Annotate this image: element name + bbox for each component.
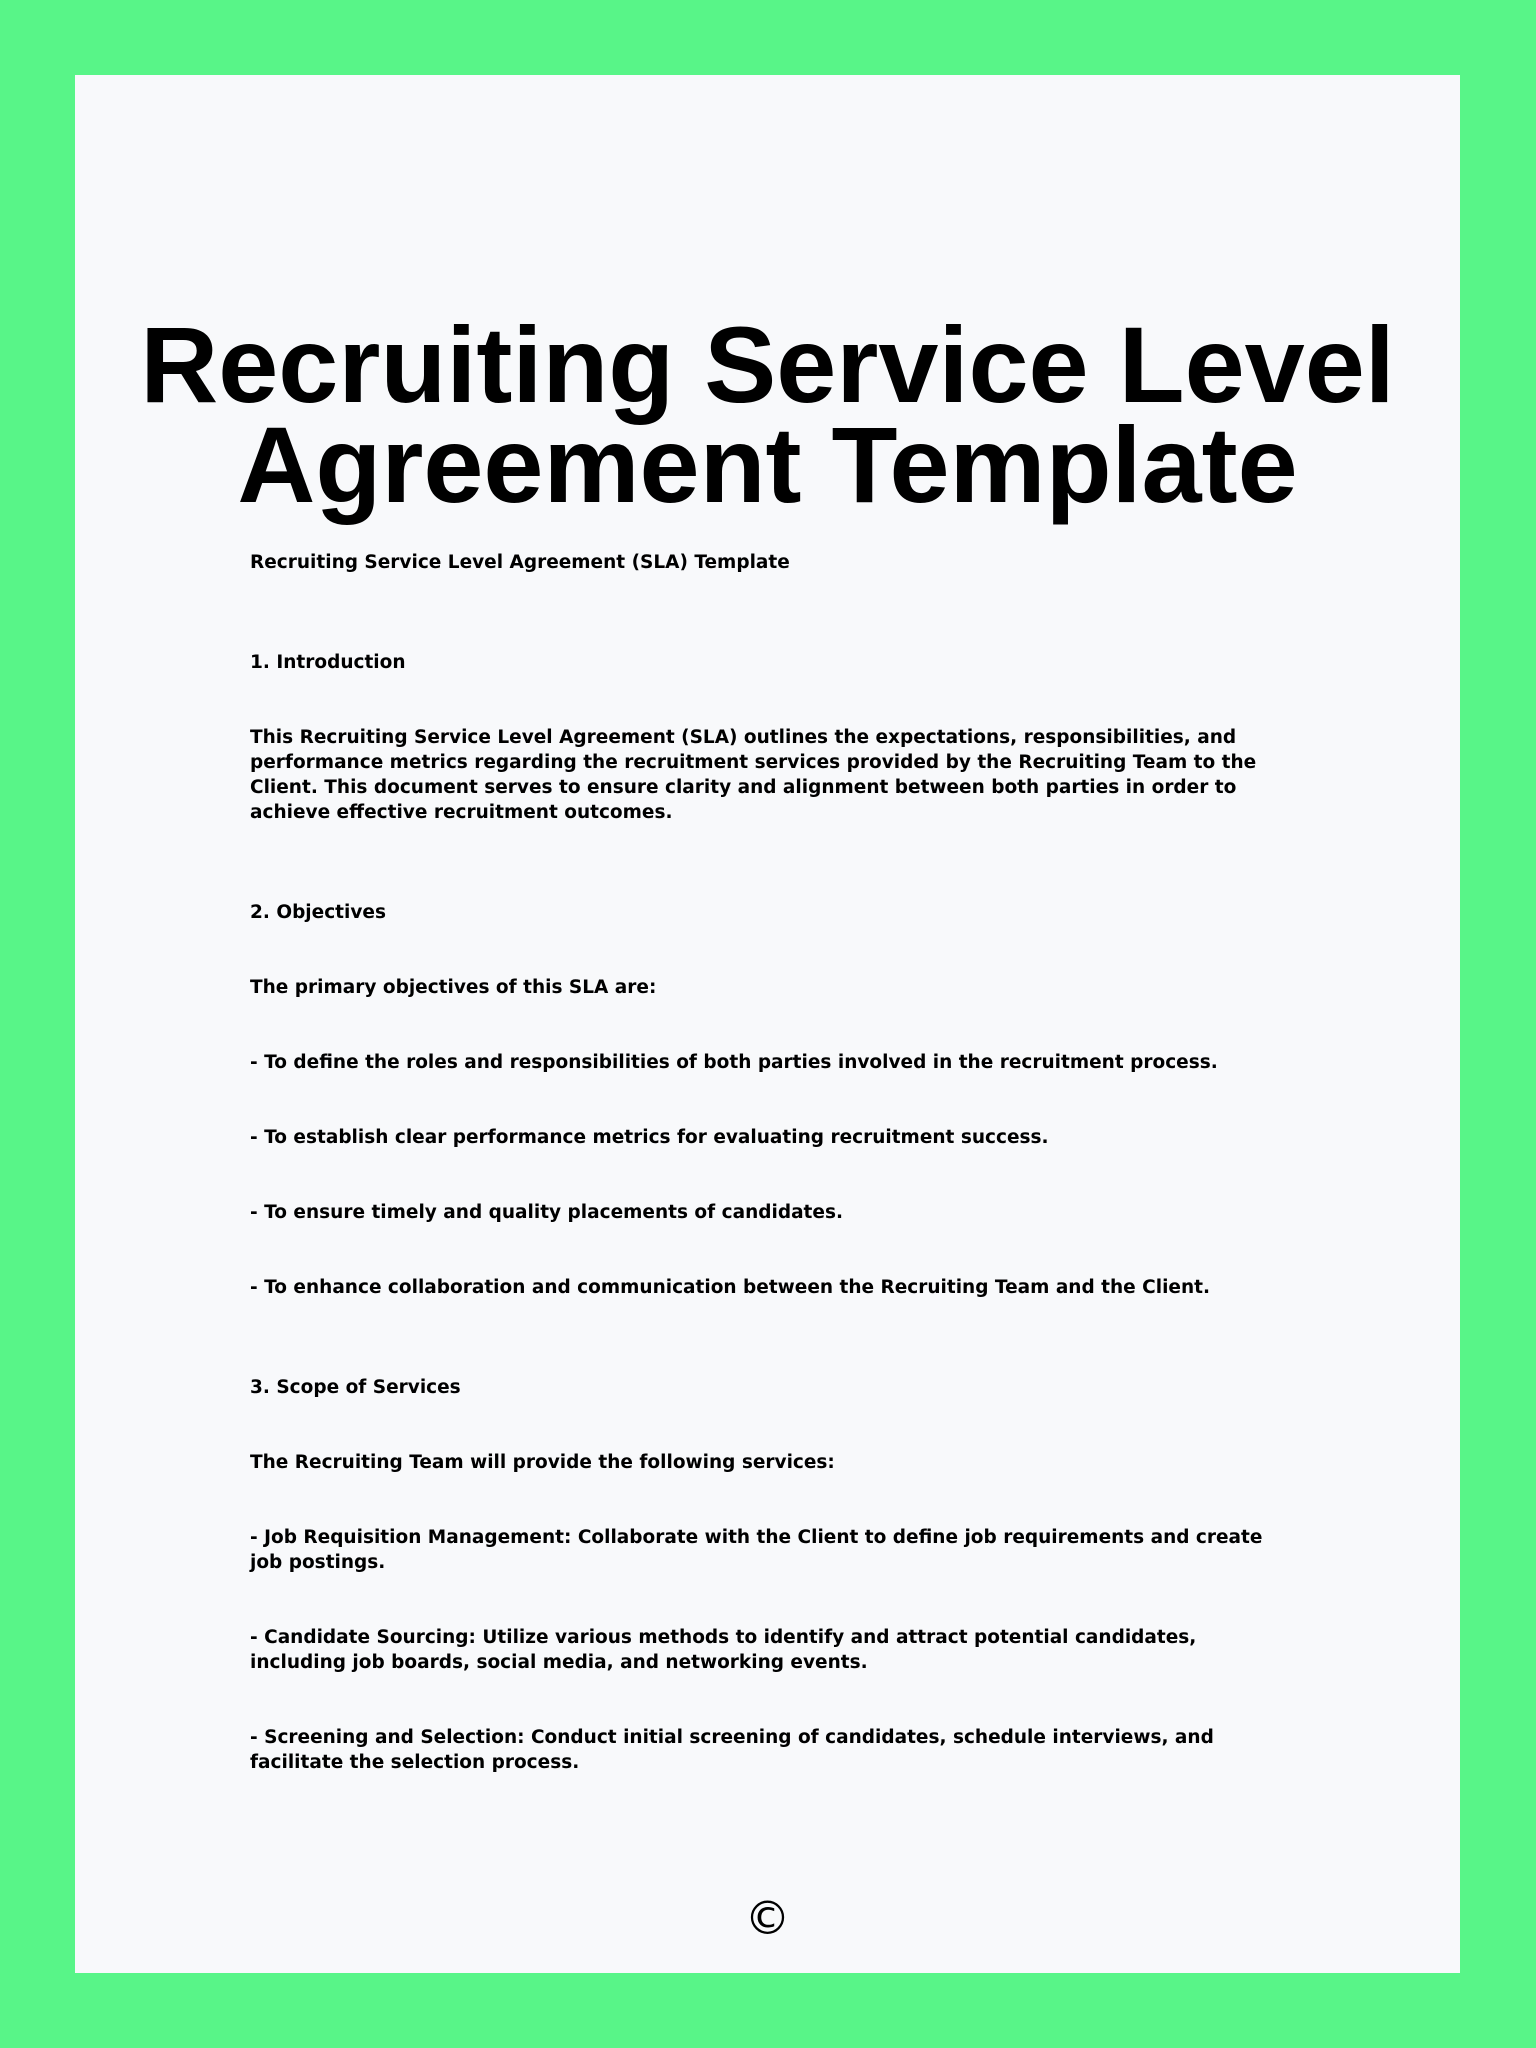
objectives-item-4: - To enhance collaboration and communication between the Recruiting Team and the Client. xyxy=(250,1277,1211,1298)
objectives-item-2: - To establish clear performance metrics for evaluating recruitment success. xyxy=(250,1127,1049,1148)
introduction-paragraph: This Recruiting Service Level Agreement (SLA) outlines the expectations, responsibilities, and performance metrics regarding the recruitment services provided by the Recruiting Team to the Client. This document serves to ensure clarity and alignment between both parties in order to achieve effective recruitment outcomes. xyxy=(250,727,1257,823)
document-subtitle: Recruiting Service Level Agreement (SLA) Template xyxy=(250,552,790,573)
section-heading-introduction: 1. Introduction xyxy=(250,652,406,673)
document-title xyxy=(75,304,1460,525)
objectives-intro: The primary objectives of this SLA are: xyxy=(250,977,657,998)
scope-intro: The Recruiting Team will provide the following services: xyxy=(250,1452,835,1473)
title-line-1: Recruiting Service Level xyxy=(140,304,1395,425)
section-heading-objectives: 2. Objectives xyxy=(250,902,386,923)
document-page xyxy=(75,75,1460,1973)
section-heading-scope: 3. Scope of Services xyxy=(250,1377,461,1398)
objectives-item-3: - To ensure timely and quality placements of candidates. xyxy=(250,1202,843,1223)
scope-item-3: - Screening and Selection: Conduct initial screening of candidates, schedule interviews, and facilitate the selection process. xyxy=(250,1727,1214,1773)
objectives-item-1: - To define the roles and responsibilities of both parties involved in the recruitment process. xyxy=(250,1052,1218,1073)
scope-item-2: - Candidate Sourcing: Utilize various methods to identify and attract potential candidates, including job boards, social media, and networking events. xyxy=(250,1627,1197,1673)
title-line-2: Agreement Template xyxy=(237,404,1298,525)
copyright-symbol: © xyxy=(744,1891,791,1945)
scope-item-1: - Job Requisition Management: Collaborate with the Client to define job requirements and create job postings. xyxy=(250,1527,1263,1573)
